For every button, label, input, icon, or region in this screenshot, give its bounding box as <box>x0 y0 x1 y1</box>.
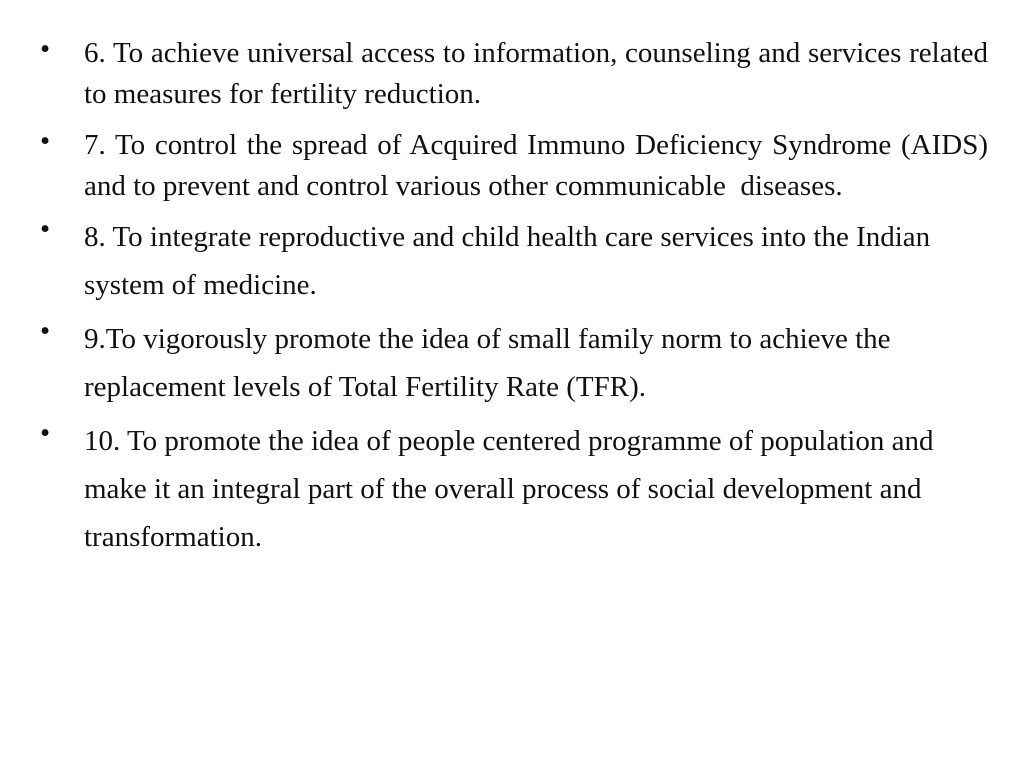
bullet-icon: • <box>40 417 51 449</box>
list-item <box>40 33 988 115</box>
objectives-list <box>40 33 996 561</box>
bullet-icon: • <box>40 315 51 347</box>
list-item <box>40 315 988 411</box>
list-item <box>40 213 988 309</box>
item-text: 8. To integrate reproductive and child health care services into the Indian system of medicine. <box>84 221 931 301</box>
bullet-icon: • <box>40 33 51 65</box>
item-text: 7. To control the spread of Acquired Immuno Deficiency Syndrome (AIDS) and to prevent and control various other communicable diseases. <box>84 129 996 202</box>
list-item <box>40 125 996 207</box>
bullet-icon: • <box>40 125 51 157</box>
bullet-icon: • <box>40 213 51 245</box>
list-item <box>40 417 988 561</box>
item-text: 10. To promote the idea of people centered programme of population and make it an integral part of the overall process of social development and transformation. <box>84 425 934 553</box>
item-text: 6. To achieve universal access to information, counseling and services related to measures for fertility reduction. <box>84 37 988 110</box>
item-text: 9.To vigorously promote the idea of small family norm to achieve the replacement levels of Total Fertility Rate (TFR). <box>84 323 891 403</box>
